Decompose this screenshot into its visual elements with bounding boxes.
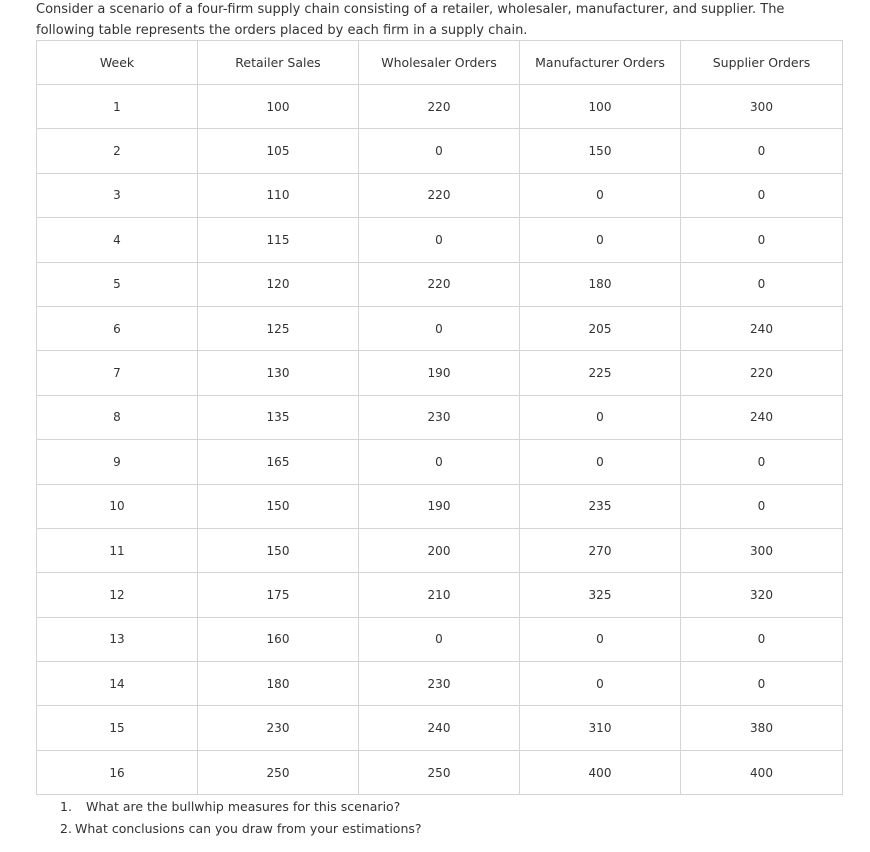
cell-wholesaler-orders: 200: [359, 528, 520, 572]
cell-retailer-sales: 125: [198, 306, 359, 350]
table-row: [37, 85, 843, 129]
cell-retailer-sales: 175: [198, 573, 359, 617]
table-header-row: [37, 41, 843, 85]
cell-manufacturer-orders: 0: [520, 395, 681, 439]
cell-retailer-sales: 105: [198, 129, 359, 173]
header-retailer-sales: Retailer Sales: [198, 41, 359, 85]
cell-retailer-sales: 160: [198, 617, 359, 661]
cell-retailer-sales: 230: [198, 706, 359, 750]
cell-week: 16: [37, 750, 198, 794]
cell-supplier-orders: 300: [681, 528, 843, 572]
question-item: [60, 796, 422, 818]
cell-week: 11: [37, 528, 198, 572]
header-wholesaler-orders: Wholesaler Orders: [359, 41, 520, 85]
cell-week: 1: [37, 85, 198, 129]
cell-supplier-orders: 320: [681, 573, 843, 617]
cell-wholesaler-orders: 220: [359, 262, 520, 306]
cell-supplier-orders: 0: [681, 484, 843, 528]
intro-paragraph: Consider a scenario of a four-firm supply chain consisting of a retailer, wholesaler, manufacturer, and supplier. The following table represents the orders placed by each firm in a supply chain.: [36, 2, 785, 38]
table-row: [37, 218, 843, 262]
table-row: [37, 262, 843, 306]
cell-wholesaler-orders: 250: [359, 750, 520, 794]
cell-manufacturer-orders: 225: [520, 351, 681, 395]
orders-table: [36, 40, 843, 795]
cell-week: 6: [37, 306, 198, 350]
cell-week: 10: [37, 484, 198, 528]
cell-retailer-sales: 180: [198, 662, 359, 706]
cell-wholesaler-orders: 230: [359, 395, 520, 439]
cell-retailer-sales: 130: [198, 351, 359, 395]
cell-wholesaler-orders: 230: [359, 662, 520, 706]
cell-retailer-sales: 120: [198, 262, 359, 306]
table-row: [37, 306, 843, 350]
cell-manufacturer-orders: 0: [520, 440, 681, 484]
table-row: [37, 395, 843, 439]
cell-week: 14: [37, 662, 198, 706]
cell-wholesaler-orders: 0: [359, 440, 520, 484]
cell-wholesaler-orders: 190: [359, 484, 520, 528]
question-text: What are the bullwhip measures for this scenario?: [86, 799, 401, 814]
table-row: [37, 750, 843, 794]
table-row: [37, 351, 843, 395]
cell-manufacturer-orders: 180: [520, 262, 681, 306]
table-row: [37, 617, 843, 661]
cell-supplier-orders: 300: [681, 85, 843, 129]
table-row: [37, 129, 843, 173]
cell-supplier-orders: 0: [681, 662, 843, 706]
cell-wholesaler-orders: 240: [359, 706, 520, 750]
cell-week: 7: [37, 351, 198, 395]
question-text: What conclusions can you draw from your estimations?: [75, 821, 422, 836]
cell-supplier-orders: 0: [681, 218, 843, 262]
table-row: [37, 528, 843, 572]
cell-supplier-orders: 380: [681, 706, 843, 750]
cell-manufacturer-orders: 0: [520, 218, 681, 262]
cell-week: 9: [37, 440, 198, 484]
cell-wholesaler-orders: 210: [359, 573, 520, 617]
cell-week: 4: [37, 218, 198, 262]
cell-wholesaler-orders: 0: [359, 218, 520, 262]
cell-retailer-sales: 150: [198, 528, 359, 572]
cell-manufacturer-orders: 325: [520, 573, 681, 617]
cell-manufacturer-orders: 205: [520, 306, 681, 350]
cell-week: 15: [37, 706, 198, 750]
cell-week: 3: [37, 173, 198, 217]
questions-list: [60, 796, 422, 840]
cell-wholesaler-orders: 190: [359, 351, 520, 395]
cell-manufacturer-orders: 0: [520, 617, 681, 661]
cell-retailer-sales: 115: [198, 218, 359, 262]
cell-manufacturer-orders: 100: [520, 85, 681, 129]
header-week: Week: [37, 41, 198, 85]
table-row: [37, 173, 843, 217]
cell-manufacturer-orders: 235: [520, 484, 681, 528]
cell-week: 12: [37, 573, 198, 617]
cell-supplier-orders: 0: [681, 129, 843, 173]
cell-wholesaler-orders: 220: [359, 173, 520, 217]
cell-week: 13: [37, 617, 198, 661]
cell-retailer-sales: 110: [198, 173, 359, 217]
cell-week: 8: [37, 395, 198, 439]
table-row: [37, 706, 843, 750]
cell-supplier-orders: 240: [681, 395, 843, 439]
cell-manufacturer-orders: 400: [520, 750, 681, 794]
cell-supplier-orders: 0: [681, 173, 843, 217]
cell-manufacturer-orders: 270: [520, 528, 681, 572]
header-manufacturer-orders: Manufacturer Orders: [520, 41, 681, 85]
cell-retailer-sales: 135: [198, 395, 359, 439]
question-number: 1.: [60, 799, 72, 814]
question-item: [60, 818, 422, 840]
cell-supplier-orders: 220: [681, 351, 843, 395]
cell-retailer-sales: 150: [198, 484, 359, 528]
table-body: [37, 85, 843, 795]
cell-supplier-orders: 0: [681, 617, 843, 661]
cell-supplier-orders: 400: [681, 750, 843, 794]
table-row: [37, 662, 843, 706]
question-number: 2.: [60, 821, 72, 836]
cell-manufacturer-orders: 150: [520, 129, 681, 173]
cell-wholesaler-orders: 0: [359, 617, 520, 661]
cell-retailer-sales: 250: [198, 750, 359, 794]
cell-supplier-orders: 240: [681, 306, 843, 350]
cell-wholesaler-orders: 0: [359, 129, 520, 173]
cell-supplier-orders: 0: [681, 262, 843, 306]
cell-retailer-sales: 100: [198, 85, 359, 129]
header-supplier-orders: Supplier Orders: [681, 41, 843, 85]
cell-manufacturer-orders: 0: [520, 662, 681, 706]
table-row: [37, 573, 843, 617]
cell-manufacturer-orders: 310: [520, 706, 681, 750]
cell-week: 5: [37, 262, 198, 306]
cell-supplier-orders: 0: [681, 440, 843, 484]
cell-week: 2: [37, 129, 198, 173]
cell-wholesaler-orders: 0: [359, 306, 520, 350]
cell-retailer-sales: 165: [198, 440, 359, 484]
cell-manufacturer-orders: 0: [520, 173, 681, 217]
table-row: [37, 440, 843, 484]
table-row: [37, 484, 843, 528]
cell-wholesaler-orders: 220: [359, 85, 520, 129]
